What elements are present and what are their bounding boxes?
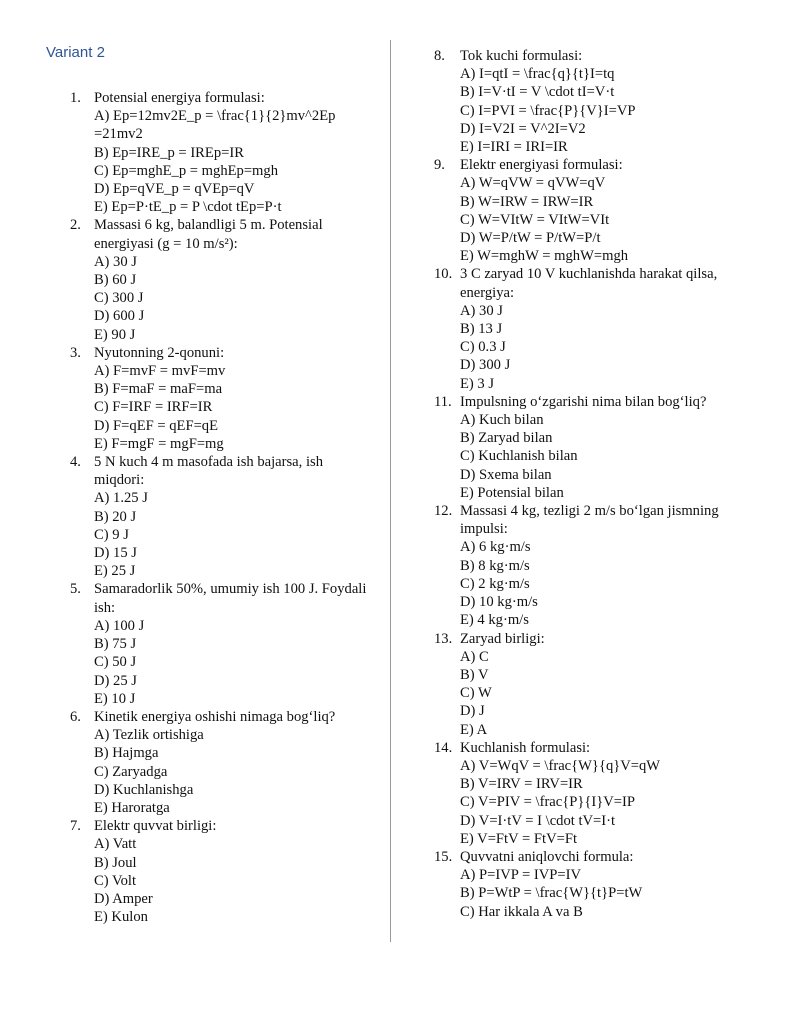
answer-option: D) V=I·tV = I \cdot tV=I·t (460, 812, 616, 829)
question-number: 13. (434, 630, 453, 647)
answer-option: E) 3 J (460, 375, 495, 392)
question (70, 216, 370, 343)
question-text: Potensial energiya formulasi: (94, 90, 265, 106)
question-text: Elektr quvvat birligi: (94, 818, 217, 835)
answer-option: E) Ep=P·tE_p = P \cdot tEp=P·t (94, 199, 282, 216)
answer-option: B) I=V·tI = V \cdot tI=V·t (460, 84, 615, 101)
answer-options (434, 302, 764, 393)
answer-option: A) 1.25 J (94, 490, 148, 507)
question-line (70, 344, 370, 362)
question-line (434, 739, 764, 757)
question (434, 848, 764, 921)
question-number: 7. (70, 818, 81, 835)
answer-options (70, 489, 370, 580)
question (70, 344, 370, 453)
answer-option: E) 4 kg·m/s (460, 612, 529, 629)
question (70, 89, 370, 216)
answer-option: C) Zaryadga (94, 763, 168, 780)
question-line (434, 502, 764, 538)
question-number: 5. (70, 581, 81, 598)
answer-option: B) 60 J (94, 272, 137, 289)
question (434, 265, 764, 392)
answer-option: B) V (460, 666, 489, 683)
answer-option: A) Kuch bilan (460, 412, 544, 429)
answer-option: D) Ep=qVE_p = qVEp=qV (94, 181, 255, 198)
question-number: 15. (434, 848, 453, 865)
question (70, 580, 370, 707)
answer-option: D) 25 J (94, 672, 137, 689)
question-line (70, 89, 370, 107)
answer-options (434, 866, 764, 921)
question-line (434, 47, 764, 65)
right-column (434, 47, 764, 921)
question-text: 5 N kuch 4 m masofada ish bajarsa, ish miqdori: (94, 454, 323, 489)
answer-option: B) Hajmga (94, 745, 159, 762)
answer-option: B) 13 J (460, 321, 503, 338)
answer-option: E) Potensial bilan (460, 484, 564, 501)
question (70, 817, 370, 926)
question-line (434, 265, 764, 301)
answer-option: C) W=VItW = VItW=VIt (460, 211, 610, 228)
question-text: Massasi 4 kg, tezligi 2 m/s bo‘lgan jismning impulsi: (460, 503, 719, 538)
question-text: 3 C zaryad 10 V kuchlanishda harakat qilsa, energiya: (460, 266, 718, 301)
answer-option: E) A (460, 721, 488, 738)
question (434, 502, 764, 629)
answer-option: A) Vatt (94, 836, 137, 853)
answer-option: C) 50 J (94, 654, 137, 671)
question-line (434, 393, 764, 411)
question (434, 156, 764, 265)
question-line (70, 817, 370, 835)
answer-option: A) W=qVW = qVW=qV (460, 175, 606, 192)
question-line (70, 580, 370, 616)
answer-option: D) F=qEF = qEF=qE (94, 417, 219, 434)
answer-option: A) V=WqV = \frac{W}{q}V=qW (460, 757, 661, 774)
answer-options (434, 538, 764, 629)
question-text: Nyutonning 2-qonuni: (94, 344, 225, 361)
answer-option: D) 300 J (460, 357, 511, 374)
answer-options (70, 726, 370, 817)
answer-option: C) F=IRF = IRF=IR (94, 399, 213, 416)
answer-option: B) 75 J (94, 636, 137, 653)
answer-option: D) W=P/tW = P/tW=P/t (460, 230, 601, 247)
question-line (434, 156, 764, 174)
answer-option: C) 2 kg·m/s (460, 575, 530, 592)
question-text: Elektr energiyasi formulasi: (460, 157, 623, 174)
answer-option: A) F=mvF = mvF=mv (94, 363, 226, 380)
answer-option: A) 100 J (94, 617, 145, 634)
question-line (70, 216, 370, 252)
answer-option: A) Tezlik ortishiga (94, 727, 204, 744)
answer-option: B) Joul (94, 854, 137, 871)
answer-option: E) Haroratga (94, 799, 170, 816)
answer-option: A) Ep=12mv2E_p = \frac{1}{2}mv^2Ep =21mv2 (94, 108, 336, 143)
answer-option: A) 30 J (460, 302, 503, 319)
question-number: 8. (434, 48, 445, 64)
answer-option: E) V=FtV = FtV=Ft (460, 830, 578, 847)
question-number: 4. (70, 454, 81, 471)
answer-option: E) Kulon (94, 909, 148, 926)
question-line (70, 453, 370, 489)
answer-option: E) F=mgF = mgF=mg (94, 435, 224, 452)
answer-options (70, 362, 370, 453)
question-number: 12. (434, 503, 453, 520)
answer-option: D) Kuchlanishga (94, 781, 194, 798)
answer-options (434, 648, 764, 739)
answer-option: A) P=IVP = IVP=IV (460, 867, 582, 884)
question (434, 393, 764, 502)
question-number: 1. (70, 90, 81, 106)
answer-options (434, 65, 764, 156)
answer-option: D) I=V2I = V^2I=V2 (460, 120, 586, 137)
answer-option: C) I=PVI = \frac{P}{V}I=VP (460, 102, 636, 119)
answer-options (70, 617, 370, 708)
question-text: Kinetik energiya oshishi nimaga bog‘liq? (94, 708, 336, 725)
question-text: Kuchlanish formulasi: (460, 739, 591, 756)
question-number: 6. (70, 708, 81, 725)
answer-options (70, 835, 370, 926)
question-line (434, 630, 764, 648)
answer-option: B) V=IRV = IRV=IR (460, 776, 583, 793)
question-line (70, 708, 370, 726)
answer-option: D) 15 J (94, 545, 137, 562)
answer-option: A) I=qtI = \frac{q}{t}I=tq (460, 66, 615, 83)
answer-options (70, 107, 370, 216)
question (70, 708, 370, 817)
question-number: 2. (70, 217, 81, 234)
question-text: Samaradorlik 50%, umumiy ish 100 J. Foydali ish: (94, 581, 367, 616)
answer-option: E) 10 J (94, 690, 136, 707)
answer-option: B) Zaryad bilan (460, 430, 553, 447)
answer-option: A) 6 kg·m/s (460, 539, 531, 556)
answer-option: B) W=IRW = IRW=IR (460, 193, 594, 210)
answer-option: B) 20 J (94, 508, 137, 525)
answer-option: E) 25 J (94, 563, 136, 580)
answer-option: C) Kuchlanish bilan (460, 448, 578, 465)
answer-option: E) W=mghW = mghW=mgh (460, 248, 629, 265)
question-number: 9. (434, 157, 445, 174)
question-text: Massasi 6 kg, balandligi 5 m. Potensial energiyasi (g = 10 m/s²): (94, 217, 323, 252)
question (434, 739, 764, 848)
column-divider (390, 40, 391, 942)
question-number: 11. (434, 393, 452, 410)
answer-option: B) P=WtP = \frac{W}{t}P=tW (460, 885, 643, 902)
answer-option: D) 600 J (94, 308, 145, 325)
answer-option: C) V=PIV = \frac{P}{I}V=IP (460, 794, 635, 811)
answer-option: C) W (460, 685, 492, 702)
question-text: Impulsning o‘zgarishi nima bilan bog‘liq? (460, 393, 707, 410)
answer-option: B) Ep=IRE_p = IREp=IR (94, 144, 244, 161)
answer-options (70, 253, 370, 344)
answer-options (434, 411, 764, 502)
question-number: 3. (70, 344, 81, 361)
answer-option: D) J (460, 703, 485, 720)
question (434, 630, 764, 739)
variant-heading: Variant 2 (46, 44, 105, 61)
answer-option: A) C (460, 648, 489, 665)
question (434, 47, 764, 156)
answer-option: E) I=IRI = IRI=IR (460, 139, 568, 156)
question-text: Tok kuchi formulasi: (460, 48, 583, 64)
answer-options (434, 757, 764, 848)
answer-option: C) 9 J (94, 526, 129, 543)
answer-option: A) 30 J (94, 253, 137, 270)
answer-option: C) 300 J (94, 290, 144, 307)
answer-option: B) 8 kg·m/s (460, 557, 530, 574)
question-number: 10. (434, 266, 453, 283)
answer-option: C) Ep=mghE_p = mghEp=mgh (94, 162, 278, 179)
answer-option: C) Har ikkala A va B (460, 903, 583, 920)
answer-option: E) 90 J (94, 326, 136, 343)
question-text: Quvvatni aniqlovchi formula: (460, 848, 634, 865)
answer-option: D) 10 kg·m/s (460, 594, 538, 611)
question-line (434, 848, 764, 866)
answer-option: B) F=maF = maF=ma (94, 381, 223, 398)
answer-options (434, 174, 764, 265)
question (70, 453, 370, 580)
question-text: Zaryad birligi: (460, 630, 545, 647)
answer-option: C) 0.3 J (460, 339, 506, 356)
answer-option: D) Amper (94, 890, 153, 907)
answer-option: D) Sxema bilan (460, 466, 552, 483)
left-column (70, 89, 370, 926)
question-number: 14. (434, 739, 453, 756)
answer-option: C) Volt (94, 872, 137, 889)
